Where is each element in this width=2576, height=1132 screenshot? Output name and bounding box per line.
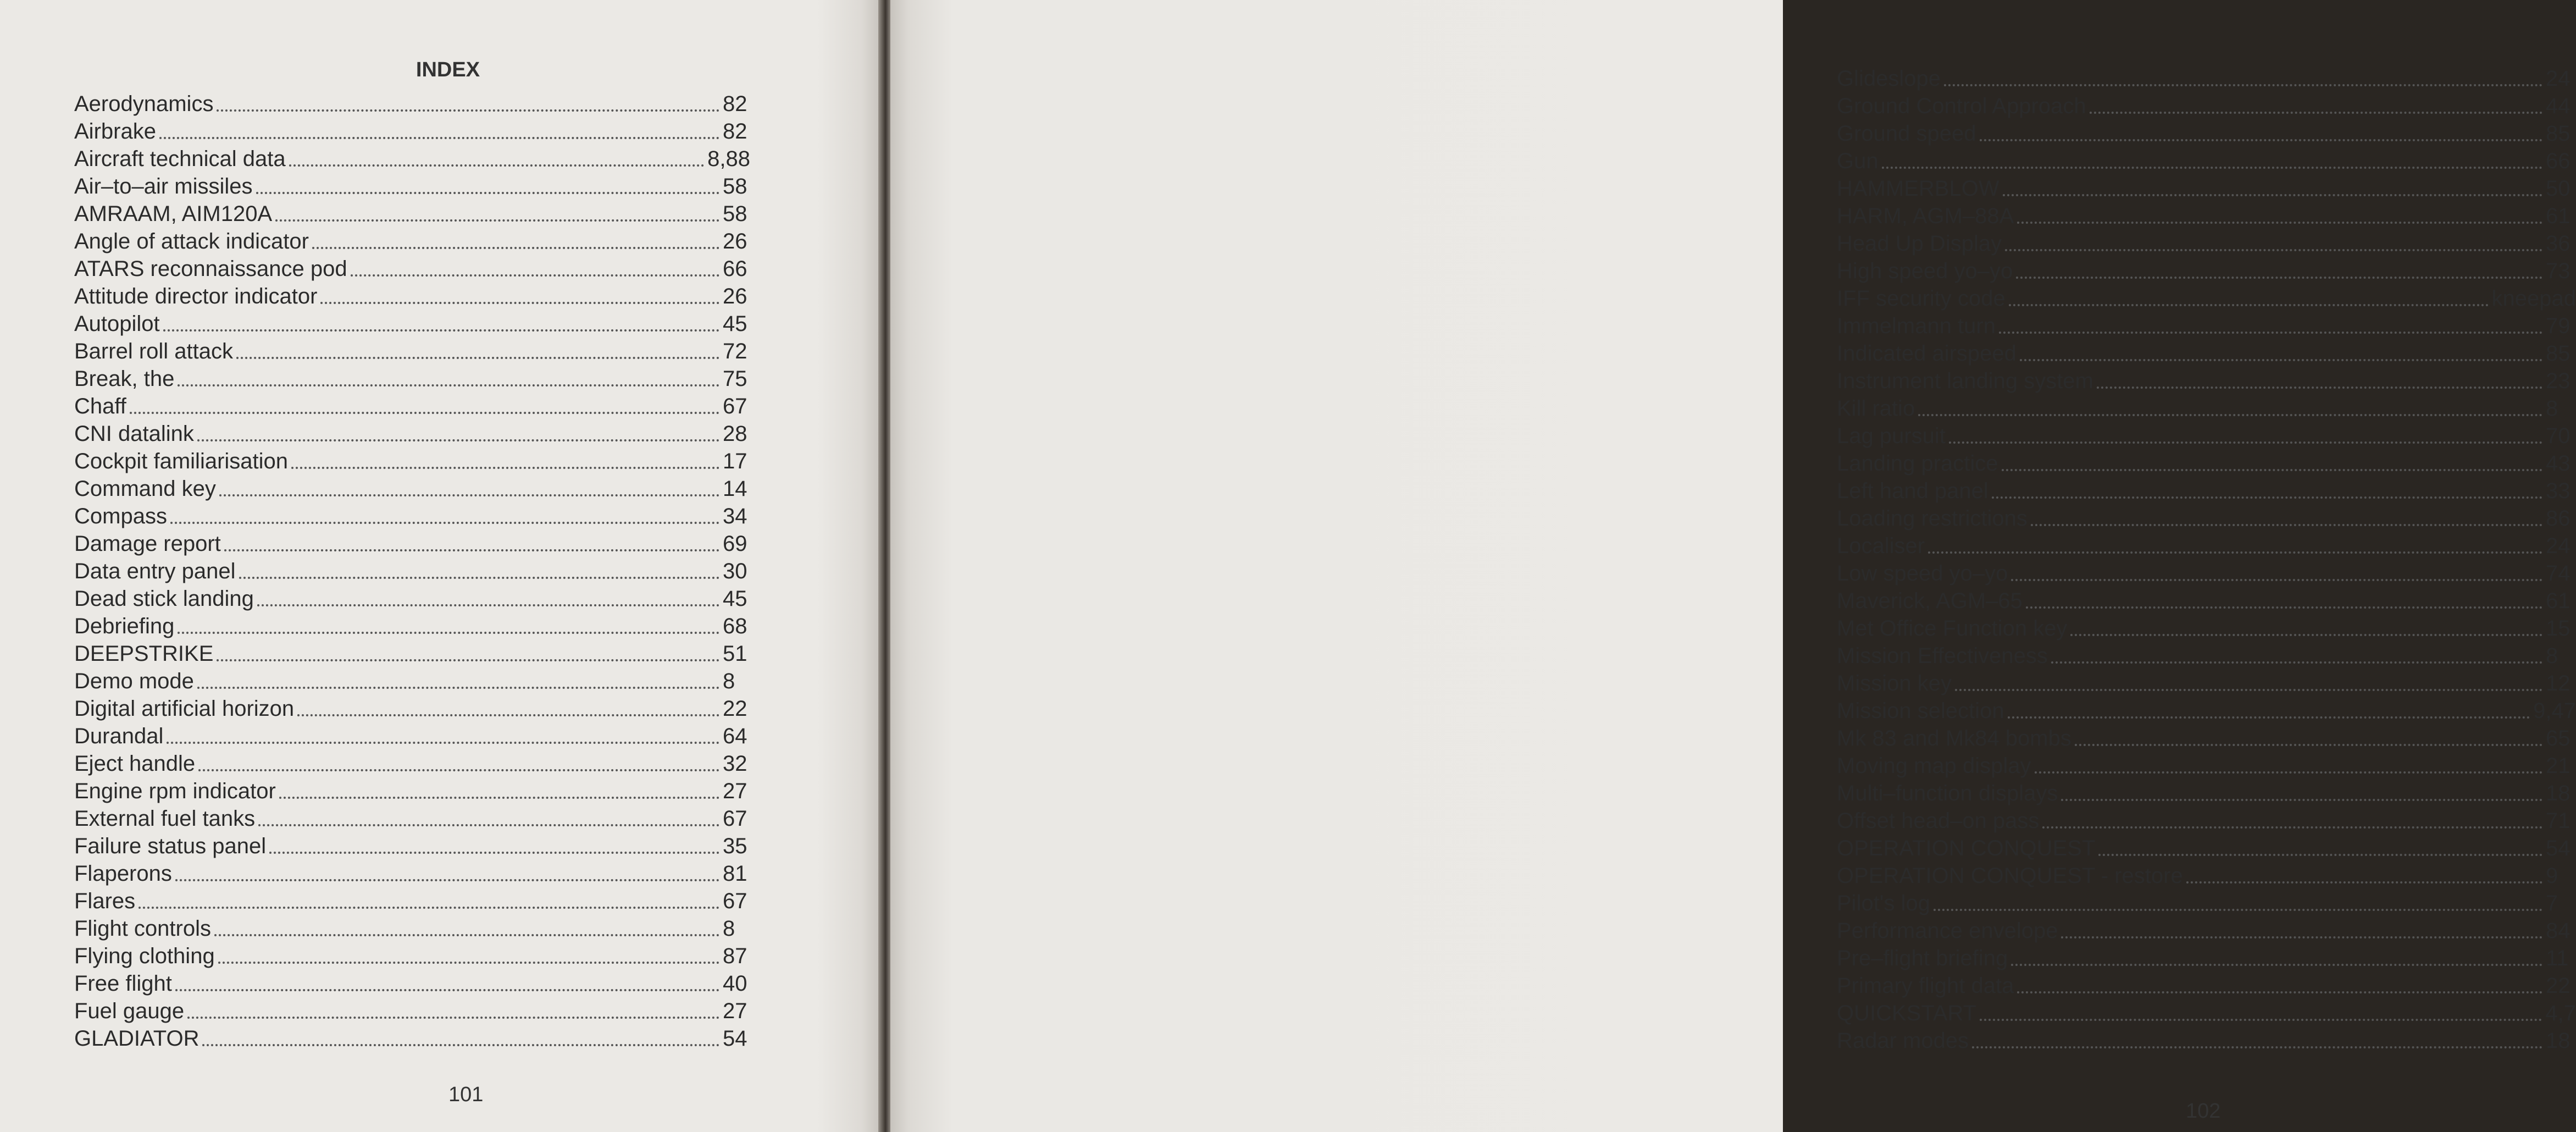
dot-leader (178, 384, 719, 386)
index-page-ref: 15 (2546, 616, 2571, 640)
index-page-ref: 8,88 (707, 147, 750, 171)
index-page-ref: 67 (723, 394, 747, 418)
dot-leader (1944, 84, 2542, 86)
index-term: Compass (74, 504, 167, 528)
dot-leader (320, 302, 719, 304)
index-page-ref: 40 (723, 971, 747, 996)
index-page-ref: 44 (2546, 94, 2571, 118)
dot-leader (1999, 332, 2542, 334)
index-entry (1837, 944, 2576, 971)
index-page-ref: 71 (2546, 809, 2571, 833)
index-term: Ground Control Approach (1837, 94, 2086, 118)
index-entry (1837, 999, 2576, 1026)
index-entry (1837, 449, 2576, 477)
index-term: Fuel gauge (74, 999, 185, 1023)
index-entry (74, 804, 750, 832)
dot-leader (1934, 909, 2542, 911)
index-page-ref: 9 (2546, 864, 2558, 888)
dot-leader (2075, 744, 2542, 746)
index-entry (74, 227, 750, 255)
index-entry (74, 667, 750, 694)
index-entry (1837, 724, 2576, 752)
index-entry (1837, 174, 2576, 202)
index-term: Mission Effectiveness (1837, 644, 2048, 668)
index-entry (74, 172, 750, 200)
index-term: Break, the (74, 367, 175, 391)
index-term: Data entry panel (74, 559, 236, 583)
dot-leader (219, 494, 719, 496)
dot-leader (1949, 441, 2542, 444)
right-page-number: 102 (2186, 1100, 2221, 1123)
index-page-ref: 14 (723, 477, 747, 501)
dot-leader (175, 879, 719, 881)
dot-leader (175, 989, 719, 991)
dot-leader (218, 962, 719, 964)
dot-leader (1992, 496, 2542, 499)
index-heading: INDEX (416, 58, 480, 81)
dot-leader (312, 247, 719, 249)
index-page-ref: 34 (723, 504, 747, 528)
dot-leader (2098, 854, 2542, 856)
index-term: Command key (74, 477, 216, 501)
dot-leader (198, 769, 719, 771)
index-page-ref: 32 (723, 752, 747, 776)
dot-leader (2026, 606, 2542, 609)
index-page-ref: 70 (2546, 424, 2571, 448)
index-page-ref: 27 (723, 999, 747, 1023)
index-entry (74, 365, 750, 392)
index-page-ref: 22 (723, 697, 747, 721)
index-page-ref: 26 (723, 229, 747, 253)
index-entry (1837, 92, 2576, 119)
index-entry (74, 1024, 750, 1052)
index-page-ref: 58 (723, 202, 747, 226)
index-page-ref: 51 (723, 642, 747, 666)
index-entry (74, 474, 750, 502)
dot-leader (170, 522, 719, 524)
index-entry (1837, 779, 2576, 807)
index-page-ref: 74 (2546, 561, 2571, 586)
dot-leader (2017, 991, 2542, 993)
index-entry (1837, 367, 2576, 394)
index-entry (74, 584, 750, 612)
index-entry (1837, 257, 2576, 284)
index-entry (1837, 587, 2576, 614)
dot-leader (239, 577, 719, 579)
dot-leader (2011, 964, 2542, 966)
index-page-ref: 82 (723, 92, 747, 116)
dot-leader (279, 797, 719, 799)
index-term: Glideslope (1837, 67, 1941, 91)
dot-leader (187, 1017, 719, 1019)
dot-leader (2020, 359, 2542, 361)
index-term: External fuel tanks (74, 807, 256, 831)
index-term: AMRAAM, AIM120A (74, 202, 273, 226)
index-term: High speed yo–yo (1837, 259, 2013, 283)
index-term: Flares (74, 889, 136, 913)
index-term: Cockpit familiarisation (74, 449, 289, 473)
dot-leader (2051, 661, 2542, 664)
index-entry (1837, 532, 2576, 559)
index-entry (1837, 394, 2576, 422)
index-page-ref: 24 (2546, 67, 2571, 91)
index-term: Free flight (74, 971, 172, 996)
dot-leader (197, 687, 719, 689)
index-term: Failure status panel (74, 834, 267, 858)
dot-leader (2090, 112, 2542, 114)
index-entry (1837, 916, 2576, 944)
left-page (0, 0, 879, 1132)
dot-leader (1918, 414, 2542, 416)
index-term: Airbrake (74, 119, 156, 143)
dot-leader (1972, 1046, 2542, 1048)
index-page-ref: 43 (2546, 451, 2571, 476)
dot-leader (178, 632, 719, 634)
index-entry (1837, 697, 2576, 724)
index-page-ref: 9,47 (2533, 699, 2576, 723)
index-term: IFF security code (1837, 286, 2006, 311)
index-page-ref: 8 (723, 916, 735, 941)
index-term: Ground speed (1837, 122, 1976, 146)
dot-leader (130, 412, 719, 414)
index-page-ref: 72 (723, 339, 747, 363)
index-term: Pilot's log (1837, 891, 1930, 915)
dot-leader (2061, 799, 2542, 801)
index-page-ref: 24 (2546, 534, 2571, 558)
index-page-ref: 12 (2546, 671, 2571, 695)
index-term: Aircraft technical data (74, 147, 286, 171)
dot-leader (139, 907, 719, 909)
right-index-column (1837, 64, 2576, 1054)
index-page-ref: 8 (2546, 644, 2558, 668)
left-index-column (74, 90, 750, 1052)
dot-leader (289, 164, 705, 167)
index-term: Chaff (74, 394, 126, 418)
index-page-ref: 82 (723, 119, 747, 143)
index-entry (1837, 834, 2576, 862)
index-page-ref: 61 (2546, 589, 2571, 613)
dot-leader (217, 109, 719, 112)
index-term: Gun (1837, 149, 1879, 173)
index-term: Lag pursuit (1837, 424, 1946, 448)
index-term: Mission selection (1837, 699, 2004, 723)
index-entry (1837, 669, 2576, 697)
dot-leader (351, 274, 719, 277)
index-term: Performance envelope (1837, 919, 2058, 943)
index-page-ref: 67 (723, 889, 747, 913)
index-term: Head Up Display (1837, 231, 2002, 256)
index-entry (1837, 312, 2576, 339)
index-entry (74, 777, 750, 804)
index-page-ref: 45 (723, 587, 747, 611)
dot-leader (258, 824, 719, 826)
index-page-ref: 81 (723, 862, 747, 886)
dot-leader (163, 329, 719, 332)
index-term: Flaperons (74, 862, 172, 886)
index-page-ref: 22 (2546, 974, 2571, 998)
index-entry (1837, 642, 2576, 669)
index-term: OPERATION CONQUEST (1837, 836, 2096, 860)
index-entry (1837, 889, 2576, 916)
dot-leader (1980, 1019, 2542, 1021)
index-page-ref: 85 (2546, 341, 2571, 366)
index-term: Debriefing (74, 614, 175, 638)
index-entry (1837, 614, 2576, 642)
index-entry (74, 200, 750, 227)
dot-leader (2003, 194, 2542, 196)
index-entry (74, 145, 750, 172)
index-entry (74, 502, 750, 529)
index-term: QUICKSTART (1837, 1001, 1977, 1025)
dot-leader (2011, 579, 2542, 581)
index-page-ref: 11 (2546, 946, 2569, 970)
right-page (890, 0, 2576, 1132)
index-entry (74, 942, 750, 969)
index-entry (1837, 422, 2576, 449)
dot-leader (2042, 826, 2542, 829)
dot-leader (159, 137, 719, 139)
index-entry (1837, 64, 2576, 92)
index-page-ref: 21 (2546, 754, 2571, 778)
index-term: Mk 83 and Mk84 bombs (1837, 726, 2071, 750)
index-page-ref: 18 (2546, 1029, 2571, 1053)
index-page-ref: 54 (2546, 836, 2571, 860)
index-entry (74, 969, 750, 997)
index-term: OPERATION CONQUEST - restore (1837, 864, 2183, 888)
index-page-ref: 85 (2546, 122, 2571, 146)
index-term: Flight controls (74, 916, 211, 941)
index-page-ref: 86 (2546, 506, 2571, 531)
index-page-ref: 45 (723, 312, 747, 336)
dot-leader (2061, 936, 2542, 938)
index-entry (1837, 284, 2576, 312)
index-page-ref: 79 (2546, 314, 2571, 338)
dot-leader (2097, 386, 2542, 389)
dot-leader (2005, 249, 2542, 251)
dot-leader (2016, 277, 2542, 279)
index-page-ref: 35 (723, 834, 747, 858)
index-page-ref: 68 (723, 614, 747, 638)
index-entry (1837, 504, 2576, 532)
index-entry (74, 722, 750, 749)
index-page-ref: 65 (2546, 726, 2571, 750)
index-term: Barrel roll attack (74, 339, 233, 363)
index-entry (74, 887, 750, 914)
index-entry (1837, 339, 2576, 367)
index-page-ref: 84 (2546, 919, 2571, 943)
index-term: DEEPSTRIKE (74, 642, 214, 666)
index-term: Radar modes (1837, 1029, 1969, 1053)
index-term: HAMMERBLOW (1837, 176, 1999, 201)
index-term: Primary flight data (1837, 974, 2014, 998)
dot-leader (224, 549, 719, 551)
index-term: Air–to–air missiles (74, 174, 253, 198)
index-page-ref: 33 (2546, 479, 2571, 503)
index-page-ref: 36 (2546, 231, 2571, 256)
dot-leader (2186, 881, 2542, 883)
index-page-ref: 69 (723, 532, 747, 556)
index-entry (1837, 559, 2576, 587)
index-page-ref: 75 (723, 367, 747, 391)
index-page-ref: 23 (2546, 369, 2571, 393)
index-term: Attitude director indicator (74, 284, 318, 308)
index-page-ref: 58 (723, 174, 747, 198)
dot-leader (236, 357, 719, 359)
index-term: Offset head–on pass (1837, 809, 2040, 833)
index-term: Pre–flight briefing (1837, 946, 2008, 970)
index-term: Digital artificial horizon (74, 697, 295, 721)
index-entry (1837, 971, 2576, 999)
left-page-number: 101 (448, 1083, 484, 1106)
index-page-ref: kneepad (2491, 286, 2576, 311)
index-page-ref: 66 (723, 257, 747, 281)
index-page-ref: 8 (2546, 396, 2558, 421)
index-term: Indicated airspeed (1837, 341, 2017, 366)
index-entry (74, 90, 750, 117)
index-term: Eject handle (74, 752, 196, 776)
dot-leader (202, 1044, 719, 1046)
index-entry (1837, 477, 2576, 504)
dot-leader (1980, 139, 2542, 141)
index-term: Autopilot (74, 312, 160, 336)
index-page-ref: 67 (723, 807, 747, 831)
index-term: Immelmann turn (1837, 314, 1996, 338)
index-entry (74, 639, 750, 667)
dot-leader (1955, 689, 2542, 691)
index-term: Loading restrictions (1837, 506, 2027, 531)
index-term: Instrument landing system (1837, 369, 2093, 393)
index-entry (1837, 752, 2576, 779)
dot-leader (1928, 551, 2542, 554)
index-term: Engine rpm indicator (74, 779, 276, 803)
index-page-ref: 8 (723, 669, 735, 693)
index-entry (74, 255, 750, 282)
index-page-ref: 66 (2546, 149, 2571, 173)
dot-leader (257, 604, 719, 606)
index-page-ref: 50 (2546, 176, 2571, 201)
index-page-ref: 87 (723, 944, 747, 968)
index-entry (1837, 1026, 2576, 1054)
index-page-ref: 27 (723, 779, 747, 803)
dot-leader (2070, 634, 2542, 636)
index-page-ref: 64 (723, 724, 747, 748)
index-page-ref: 17 (723, 449, 747, 473)
index-page-ref: 28 (723, 422, 747, 446)
index-entry (74, 997, 750, 1024)
dot-leader (2008, 716, 2530, 719)
index-entry (74, 282, 750, 310)
index-term: Kill ratio (1837, 396, 1915, 421)
index-entry (1837, 229, 2576, 257)
index-entry (74, 310, 750, 337)
dot-leader (2002, 469, 2542, 471)
index-term: Maverick, AGM–65 (1837, 589, 2023, 613)
index-term: Mission key (1837, 671, 1952, 695)
index-entry (1837, 119, 2576, 147)
index-entry (74, 832, 750, 859)
index-term: GLADIATOR (74, 1026, 200, 1051)
index-entry (1837, 807, 2576, 834)
index-entry (74, 914, 750, 942)
index-term: Demo mode (74, 669, 194, 693)
index-term: Landing practice (1837, 451, 1998, 476)
dot-leader (269, 852, 719, 854)
dot-leader (2017, 222, 2542, 224)
index-entry (74, 612, 750, 639)
dot-leader (167, 742, 719, 744)
index-term: Dead stick landing (74, 587, 254, 611)
index-entry (74, 529, 750, 557)
index-entry (1837, 862, 2576, 889)
dot-leader (2035, 771, 2543, 774)
index-term: HARM, AGM–88A (1837, 204, 2014, 228)
index-entry (74, 749, 750, 777)
index-page-ref: 73 (2546, 259, 2571, 283)
dot-leader (214, 934, 719, 936)
index-term: Damage report (74, 532, 221, 556)
index-entry (74, 392, 750, 419)
dot-leader (1882, 167, 2542, 169)
index-page-ref: 26 (723, 284, 747, 308)
dot-leader (275, 219, 719, 222)
index-page-ref: 30 (723, 559, 747, 583)
index-term: Durandal (74, 724, 164, 748)
index-term: Moving map display (1837, 754, 2031, 778)
index-term: Flying clothing (74, 944, 215, 968)
index-term: Localiser (1837, 534, 1925, 558)
dot-leader (2009, 304, 2489, 306)
dot-leader (197, 439, 719, 441)
index-page-ref: 61 (2546, 204, 2571, 228)
index-entry (74, 337, 750, 365)
index-term: Aerodynamics (74, 92, 214, 116)
index-entry (74, 117, 750, 145)
index-entry (74, 447, 750, 474)
index-term: ATARS reconnaissance pod (74, 257, 347, 281)
dot-leader (217, 659, 719, 661)
index-entry (1837, 147, 2576, 174)
index-page-ref: 7 (2546, 891, 2558, 915)
index-entry (74, 859, 750, 887)
index-entry (1837, 202, 2576, 229)
index-page-ref: 4,7 (2545, 1001, 2576, 1025)
index-page-ref: 54 (723, 1026, 747, 1051)
index-term: Multi–function displays (1837, 781, 2058, 805)
index-entry (74, 694, 750, 722)
index-entry (74, 419, 750, 447)
dot-leader (297, 714, 719, 716)
index-term: Low speed yo–yo (1837, 561, 2008, 586)
index-page-ref: 18 (2546, 781, 2571, 805)
index-entry (74, 557, 750, 584)
index-term: Angle of attack indicator (74, 229, 309, 253)
dot-leader (2031, 524, 2542, 526)
index-term: Left hand panel (1837, 479, 1988, 503)
book-spine (878, 0, 891, 1132)
index-term: CNI datalink (74, 422, 194, 446)
dot-leader (291, 467, 719, 469)
index-term: Met Office Function key (1837, 616, 2068, 640)
dot-leader (256, 192, 719, 194)
